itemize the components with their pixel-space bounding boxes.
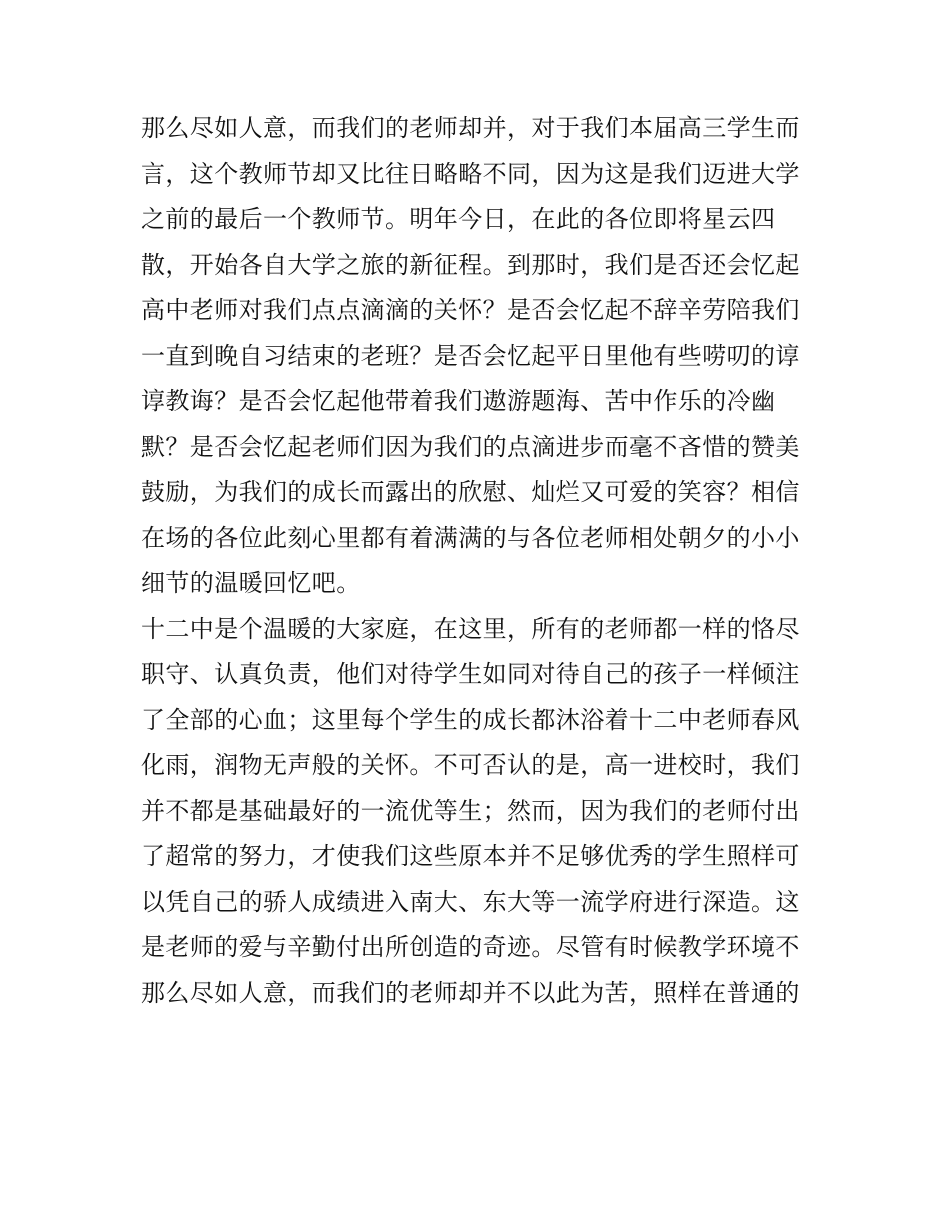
text-line: 了全部的心血；这里每个学生的成长都沐浴着十二中老师春风 [141, 705, 800, 734]
body-text [141, 106, 821, 1016]
text-line: 谆教诲？是否会忆起他带着我们遨游题海、苦中作乐的冷幽 [141, 387, 776, 415]
text-line: 言，这个教师节却又比往日略略不同，因为这是我们迈进大学 [141, 159, 800, 188]
text-line: 是老师的爱与辛勤付出所创造的奇迹。尽管有时候教学环境不 [141, 933, 800, 961]
text-line: 了超常的努力，才使我们这些原本并不足够优秀的学生照样可 [141, 842, 800, 870]
text-line: 细节的温暖回忆吧。 [141, 569, 361, 597]
text-line: 默？是否会忆起老师们因为我们的点滴进步而毫不吝惜的赞美 [141, 432, 800, 461]
text-line: 以凭自己的骄人成绩进入南大、东大等一流学府进行深造。这 [141, 887, 800, 916]
text-line: 化雨，润物无声般的关怀。不可否认的是，高一进校时，我们 [141, 751, 800, 779]
text-line: 十二中是个温暖的大家庭，在这里，所有的老师都一样的恪尽 [141, 614, 800, 643]
text-line: 一直到晚自习结束的老班？是否会忆起平日里他有些唠叨的谆 [141, 341, 800, 370]
text-line: 并不都是基础最好的一流优等生；然而，因为我们的老师付出 [141, 796, 800, 825]
text-line: 职守、认真负责，他们对待学生如同对待自己的孩子一样倾注 [141, 660, 800, 688]
text-line: 鼓励，为我们的成长而露出的欣慰、灿烂又可爱的笑容？相信 [141, 478, 800, 506]
text-line: 散，开始各自大学之旅的新征程。到那时，我们是否还会忆起 [141, 250, 800, 279]
text-line: 在场的各位此刻心里都有着满满的与各位老师相处朝夕的小小 [141, 523, 800, 552]
text-line: 高中老师对我们点点滴滴的关怀？是否会忆起不辞辛劳陪我们 [141, 296, 800, 324]
text-line: 那么尽如人意，而我们的老师却并，对于我们本届高三学生而 [141, 114, 800, 142]
text-line: 之前的最后一个教师节。明年今日，在此的各位即将星云四 [141, 205, 776, 233]
text-line: 那么尽如人意，而我们的老师却并不以此为苦，照样在普通的 [141, 978, 800, 1007]
